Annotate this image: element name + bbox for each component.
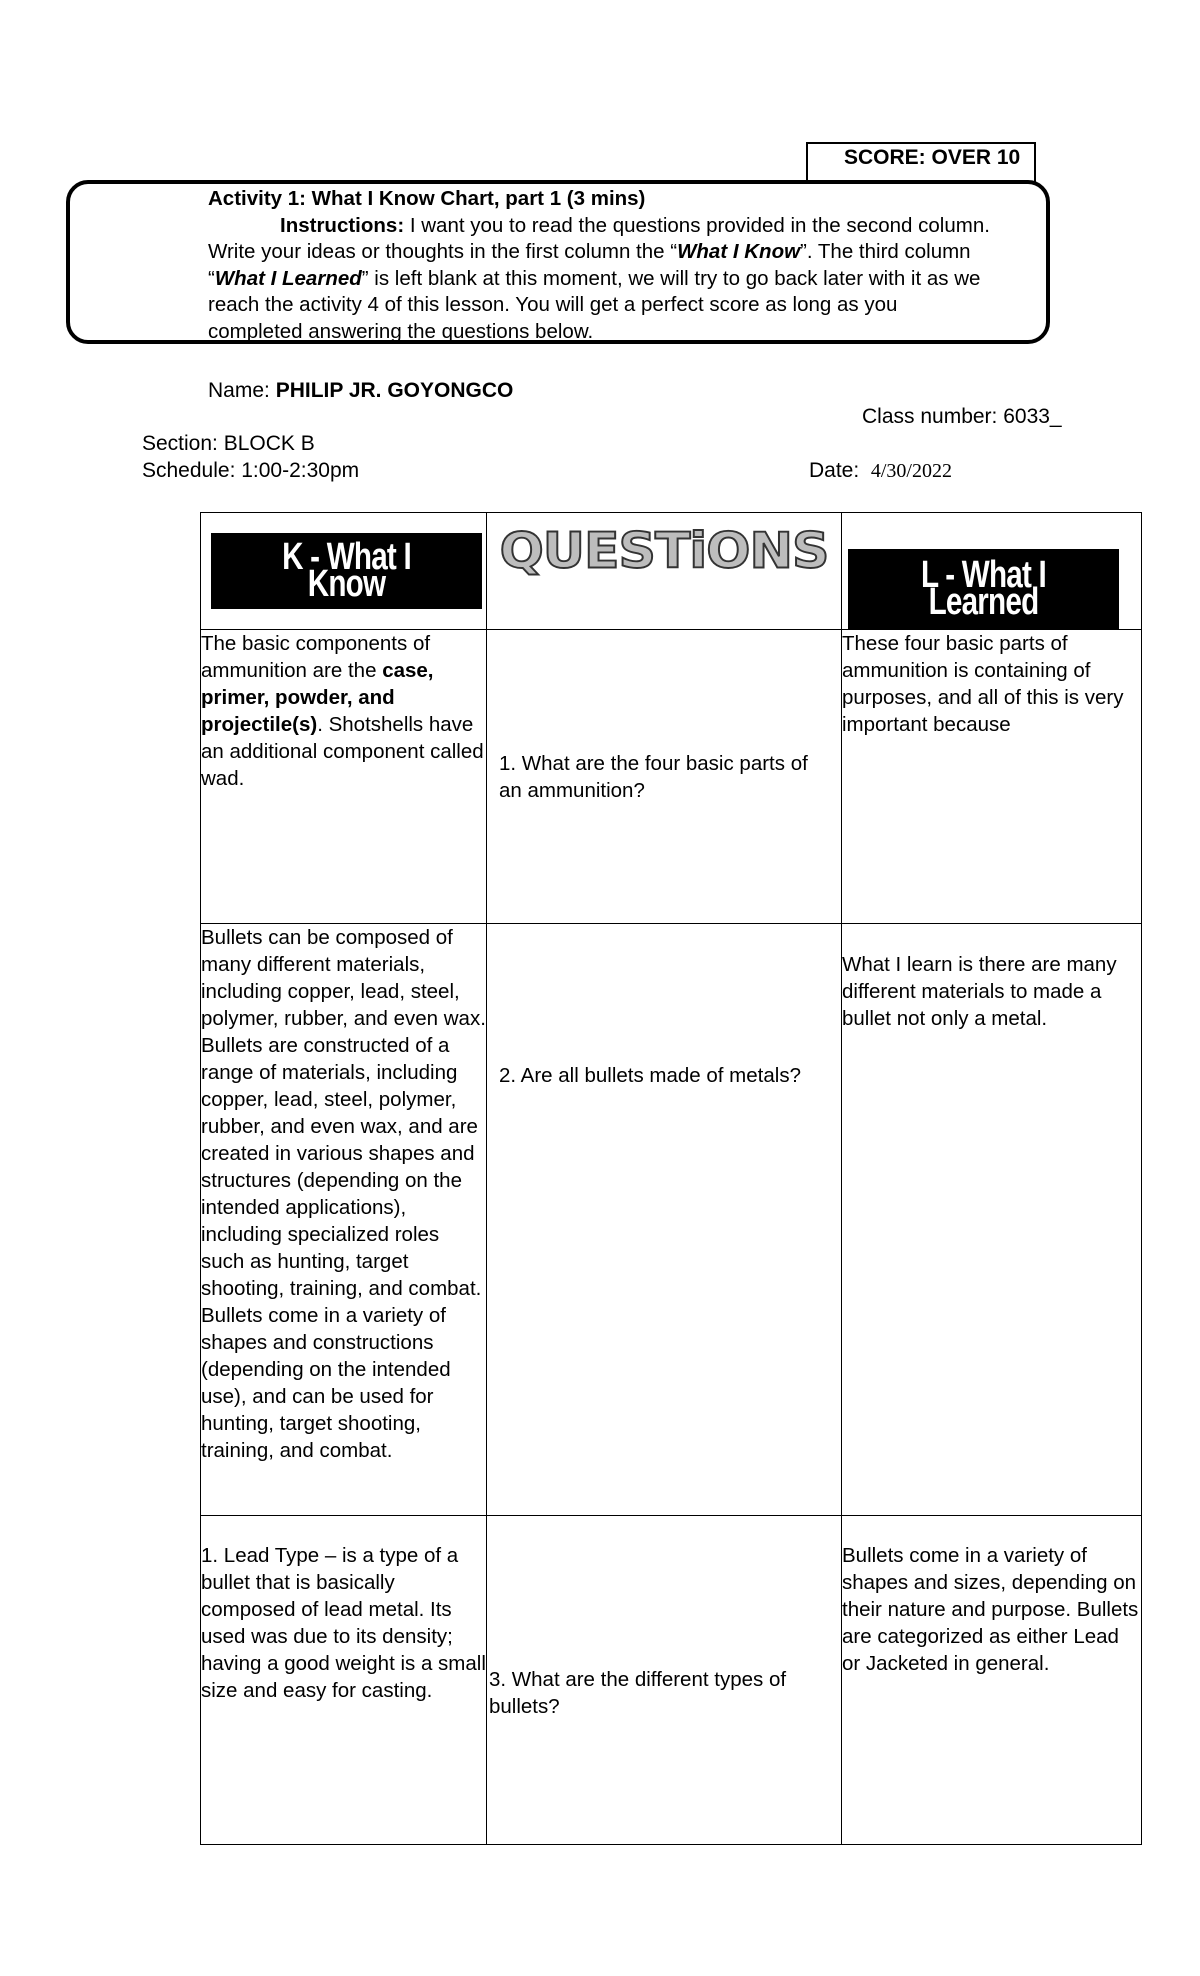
date-label: Date: bbox=[809, 459, 860, 482]
instructions-line-4: reach the activity 4 of this lesson. You will get a perfect score as long as you bbox=[208, 293, 898, 316]
row1-know: The basic components of ammunition are the case, primer, powder, and projectile(s). Shotshells have an additional component called wad. bbox=[201, 630, 487, 924]
date-value: 4/30/2022 bbox=[870, 460, 952, 482]
table-header-row bbox=[201, 513, 1142, 630]
section: Section: BLOCK B bbox=[142, 432, 315, 455]
instructions-text bbox=[208, 186, 1048, 345]
row3-know: 1. Lead Type – is a type of a bullet that is basically composed of lead metal. Its used was due to its density; having a good weight is a small size and easy for casting. bbox=[201, 1516, 487, 1845]
schedule: Schedule: 1:00-2:30pm bbox=[142, 459, 360, 482]
header-questions bbox=[487, 513, 842, 630]
score-box bbox=[806, 142, 1036, 182]
row2-know: Bullets can be composed of many different materials, including copper, lead, steel, polymer, rubber, and even wax. Bullets are constructed of a range of materials, including copper, lead, steel, polymer, rubber, and even wax, and are created in various shapes and structures (depending on the intended applications), including specialized roles such as hunting, target shooting, training, and combat. Bullets come in a variety of shapes and constructions (depending on the intended use), and can be used for hunting, target shooting, training, and combat. bbox=[201, 924, 487, 1516]
header-questions-label: QUESTiONS bbox=[499, 522, 829, 580]
instructions-label: Instructions: bbox=[280, 213, 405, 237]
class-number: Class number: 6033_ bbox=[862, 405, 1062, 428]
instructions-line-3: “What I Learned” is left blank at this moment, we will try to go back later with it as we bbox=[208, 266, 981, 290]
instructions-line-5: completed answering the questions below. bbox=[208, 319, 594, 343]
score-label: SCORE: OVER 10 bbox=[844, 146, 1021, 169]
row2-question: 2. Are all bullets made of metals? bbox=[487, 924, 842, 1516]
instructions-line-2: Write your ideas or thoughts in the first column the “What I Know”. The third column bbox=[208, 240, 971, 263]
student-name: Name: PHILIP JR. GOYONGCO bbox=[208, 379, 514, 402]
table-row bbox=[201, 1516, 1142, 1845]
kwl-table bbox=[200, 512, 1142, 1845]
instructions-line-1: Instructions: I want you to read the questions provided in the second column. bbox=[280, 213, 990, 237]
header-learned-label: L - What I Learned bbox=[878, 562, 1089, 616]
activity-title: Activity 1: What I Know Chart, part 1 (3 mins) bbox=[208, 187, 646, 210]
table-row bbox=[201, 630, 1142, 924]
row2-learned: What I learn is there are many different materials to made a bullet not only a metal. bbox=[842, 924, 1142, 1516]
header-know bbox=[201, 513, 487, 630]
row1-learned: These four basic parts of ammunition is containing of purposes, and all of this is very important because bbox=[842, 630, 1142, 924]
header-know-label: K - What I Know bbox=[241, 544, 452, 598]
row3-learned: Bullets come in a variety of shapes and sizes, depending on their nature and purpose. Bullets are categorized as either Lead or Jacketed in general. bbox=[842, 1516, 1142, 1845]
row1-question: 1. What are the four basic parts of an ammunition? bbox=[487, 630, 842, 924]
row3-question: 3. What are the different types of bullets? bbox=[487, 1516, 842, 1845]
date bbox=[809, 459, 952, 483]
header-learned bbox=[842, 513, 1142, 630]
table-row bbox=[201, 924, 1142, 1516]
